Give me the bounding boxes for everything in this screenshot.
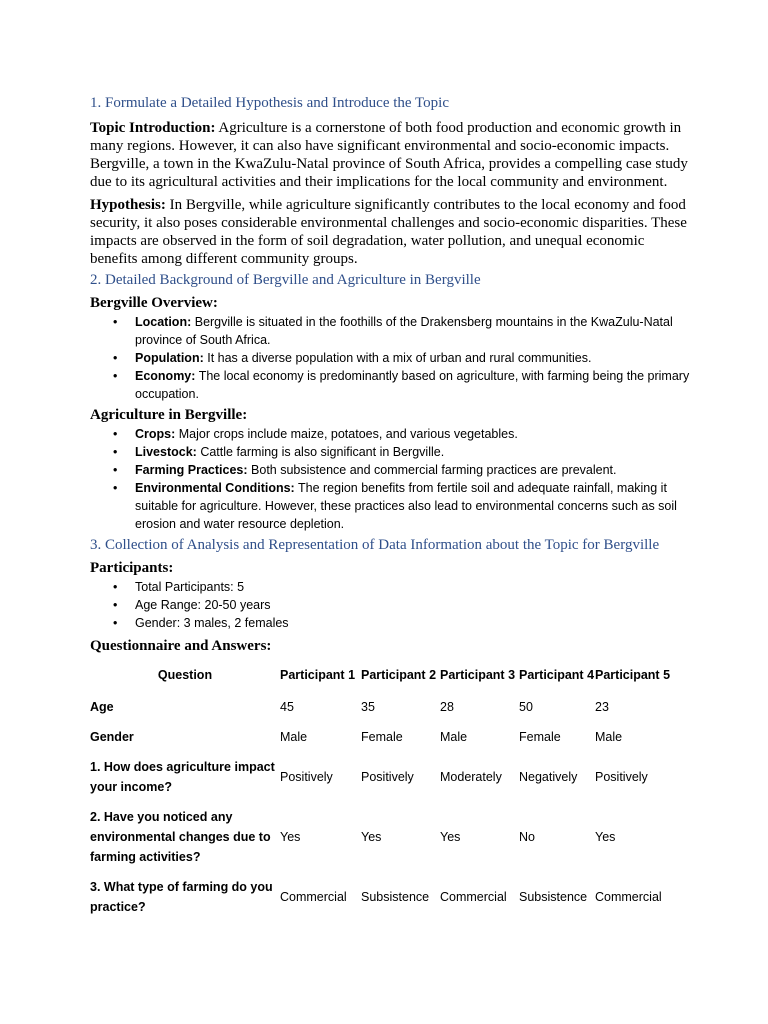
question-cell: Age xyxy=(90,700,114,714)
question-cell: 3. What type of farming do you practice? xyxy=(90,880,273,914)
item-label: Crops: xyxy=(135,427,176,441)
list-item: • Crops: Major crops include maize, potatoes, and various vegetables. xyxy=(113,427,518,441)
question-cell: Gender xyxy=(90,730,134,744)
answer-cell: Male xyxy=(440,730,468,744)
table-row xyxy=(90,722,690,752)
bergville-overview-title: Bergville Overview: xyxy=(90,295,218,311)
hypothesis xyxy=(90,196,690,268)
item-text: Bergville is situated in the foothills of the Drakensberg mountains in the KwaZulu-Natal province of South Africa. xyxy=(135,315,673,347)
answer-cell: No xyxy=(519,830,535,844)
question-cell: 2. Have you noticed any environmental changes due to farming activities? xyxy=(90,810,271,864)
answer-cell: Commercial xyxy=(440,890,507,904)
list-item: • Farming Practices: Both subsistence and commercial farming practices are prevalent. xyxy=(113,463,617,477)
column-header: Participant 2 xyxy=(361,668,437,682)
agriculture-list xyxy=(90,425,690,533)
answer-cell: Negatively xyxy=(519,770,578,784)
answer-cell: Positively xyxy=(361,770,414,784)
answer-cell: Subsistence xyxy=(361,890,430,904)
hypothesis-text: In Bergville, while agriculture significantly contributes to the local economy and food security, it also poses considerable environmental challenges and socio-economic disparities. These impacts are observed in the form of soil degradation, water pollution, and unequal economic benefits among different community groups. xyxy=(90,197,687,267)
hypothesis-label: Hypothesis: xyxy=(90,197,166,213)
answer-cell: Yes xyxy=(440,830,461,844)
item-text: The local economy is predominantly based on agriculture, with farming being the primary occupation. xyxy=(135,369,690,401)
table-row xyxy=(90,752,690,802)
column-header: Participant 4 xyxy=(519,668,595,682)
list-item: • Location: Bergville is situated in the foothills of the Drakensberg mountains in the KwaZulu-Natal province of South Africa. xyxy=(113,315,673,347)
table-row xyxy=(90,692,690,722)
table-header-row xyxy=(90,658,690,692)
column-header: Participant 3 xyxy=(440,668,516,682)
answer-cell: Male xyxy=(280,730,308,744)
list-item: • Population: It has a diverse population with a mix of urban and rural communities. xyxy=(113,351,592,365)
answer-cell: 28 xyxy=(440,700,454,714)
answer-cell: Positively xyxy=(595,770,648,784)
column-header: Question xyxy=(157,668,213,682)
item-label: Economy: xyxy=(135,369,196,383)
item-text: Gender: 3 males, 2 females xyxy=(135,616,289,630)
item-text: Total Participants: 5 xyxy=(135,580,245,594)
answer-cell: Female xyxy=(361,730,403,744)
answer-cell: 50 xyxy=(519,700,533,714)
item-label: Farming Practices: xyxy=(135,463,248,477)
item-label: Location: xyxy=(135,315,192,329)
item-text: Major crops include maize, potatoes, and various vegetables. xyxy=(178,427,518,441)
questionnaire-table xyxy=(90,658,690,922)
answer-cell: Commercial xyxy=(595,890,662,904)
list-item: • Gender: 3 males, 2 females xyxy=(113,616,289,630)
question-cell: 1. How does agriculture impact your income? xyxy=(90,760,275,794)
item-label: Environmental Conditions: xyxy=(135,481,295,495)
answer-cell: Yes xyxy=(595,830,616,844)
column-header: Participant 1 xyxy=(280,668,356,682)
column-header: Participant 5 xyxy=(595,668,671,682)
participants-title: Participants: xyxy=(90,560,174,576)
document-page xyxy=(90,93,690,922)
answer-cell: Commercial xyxy=(280,890,347,904)
answer-cell: 45 xyxy=(280,700,294,714)
answer-cell: Female xyxy=(519,730,561,744)
answer-cell: Yes xyxy=(280,830,301,844)
item-text: Both subsistence and commercial farming practices are prevalent. xyxy=(251,463,617,477)
table-row xyxy=(90,872,690,922)
answer-cell: 23 xyxy=(595,700,609,714)
item-text: Cattle farming is also significant in Bergville. xyxy=(200,445,445,459)
list-item: • Livestock: Cattle farming is also significant in Bergville. xyxy=(113,445,445,459)
item-label: Livestock: xyxy=(135,445,197,459)
answer-cell: Moderately xyxy=(440,770,502,784)
item-text: The region benefits from fertile soil and adequate rainfall, making it suitable for agriculture. However, these practices also lead to environmental concerns such as soil erosion and water resource depletion. xyxy=(135,481,677,531)
questionnaire-title: Questionnaire and Answers: xyxy=(90,638,272,654)
section1-heading: 1. Formulate a Detailed Hypothesis and Introduce the Topic xyxy=(90,95,449,111)
answer-cell: 35 xyxy=(361,700,375,714)
table-row xyxy=(90,802,690,872)
item-label: Population: xyxy=(135,351,204,365)
participants-list xyxy=(90,578,690,632)
agriculture-title: Agriculture in Bergville: xyxy=(90,407,248,423)
answer-cell: Positively xyxy=(280,770,333,784)
item-text: It has a diverse population with a mix of urban and rural communities. xyxy=(207,351,592,365)
topic-intro-label: Topic Introduction: xyxy=(90,120,216,136)
list-item: • Economy: The local economy is predominantly based on agriculture, with farming being the primary occupation. xyxy=(113,369,690,401)
section2-heading: 2. Detailed Background of Bergville and Agriculture in Bergville xyxy=(90,272,481,288)
item-text: Age Range: 20-50 years xyxy=(135,598,271,612)
topic-introduction xyxy=(90,119,690,191)
answer-cell: Subsistence xyxy=(519,890,588,904)
overview-list xyxy=(90,313,690,403)
list-item: • Environmental Conditions: The region benefits from fertile soil and adequate rainfall, making it suitable for agriculture. However, these practices also lead to environmental concerns such as soil erosion and water resource depletion. xyxy=(113,481,677,531)
topic-intro-text: Agriculture is a cornerstone of both food production and economic growth in many regions. However, it can also have significant environmental and socio-economic impacts. Bergville, a town in the KwaZulu-Natal province of South Africa, provides a compelling case study due to its agricultural activities and their implications for the local community and environment. xyxy=(90,120,688,190)
list-item: • Age Range: 20-50 years xyxy=(113,598,271,612)
section3-heading: 3. Collection of Analysis and Representation of Data Information about the Topic for Bergville xyxy=(90,537,660,553)
list-item: • Total Participants: 5 xyxy=(113,580,245,594)
answer-cell: Yes xyxy=(361,830,382,844)
answer-cell: Male xyxy=(595,730,623,744)
